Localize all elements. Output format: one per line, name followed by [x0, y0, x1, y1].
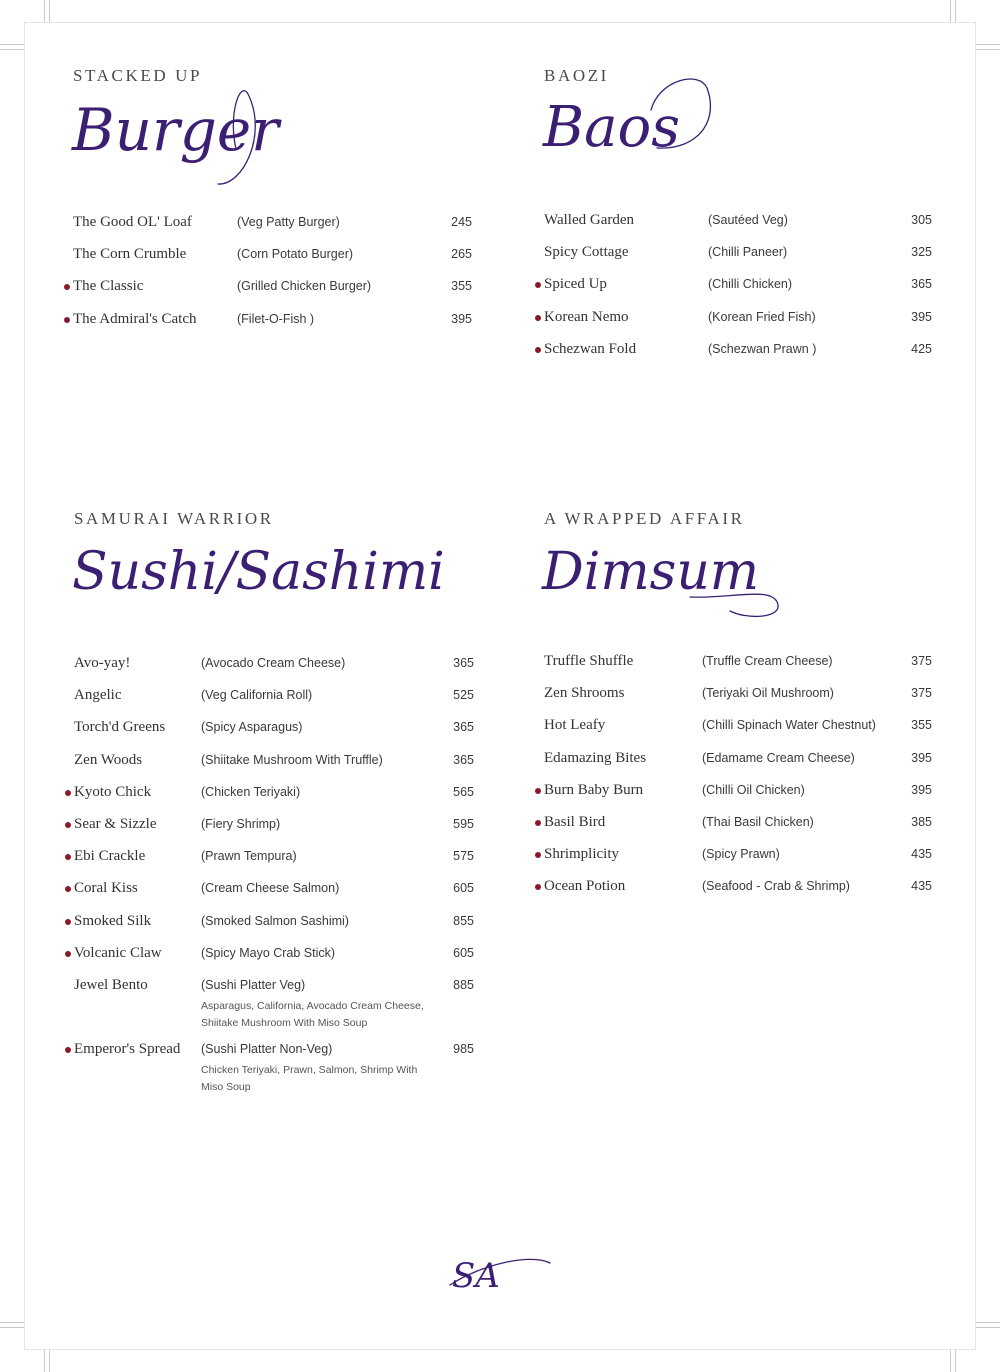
- nonveg-dot-icon: [535, 347, 541, 353]
- menu-item: [544, 717, 964, 737]
- menu-item-name: The Classic: [73, 278, 144, 295]
- menu-item-description: (Chilli Oil Chicken): [702, 782, 805, 797]
- crop-mark: [976, 1322, 1000, 1323]
- section-kicker: SAMURAI WARRIOR: [74, 509, 274, 528]
- menu-item-price: 565: [453, 784, 474, 799]
- menu-item: [544, 814, 964, 834]
- menu-item: [544, 309, 964, 329]
- menu-item-description: (Corn Potato Burger): [237, 247, 354, 262]
- menu-item-price: 385: [911, 815, 932, 829]
- menu-item-description: (Fiery Shrimp): [201, 817, 281, 831]
- menu-item-name: Smoked Silk: [74, 912, 152, 929]
- menu-item: [544, 685, 964, 705]
- menu-item-price: 395: [451, 311, 472, 326]
- menu-item-name: Jewel Bento: [74, 977, 148, 993]
- menu-item-price: 525: [453, 688, 474, 703]
- crop-mark: [976, 44, 1000, 45]
- menu-item-description: (Seafood - Crab & Shrimp): [702, 879, 850, 894]
- menu-item-price: 245: [451, 215, 472, 229]
- menu-item-description: (Spicy Prawn): [702, 847, 780, 862]
- nonveg-dot-icon: [65, 790, 71, 796]
- menu-item-name: Hot Leafy: [544, 717, 606, 734]
- menu-item-description: (Spicy Mayo Crab Stick): [201, 945, 336, 960]
- menu-item: [544, 750, 964, 770]
- menu-item-price: 365: [453, 656, 474, 670]
- section-title: Dimsum: [542, 542, 760, 602]
- menu-item-name: Angelic: [74, 687, 122, 704]
- menu-item-description: (Cream Cheese Salmon): [201, 881, 340, 896]
- section-title-script: [540, 527, 790, 627]
- menu-item-price: 855: [453, 913, 474, 928]
- menu-item: [544, 878, 964, 898]
- menu-item-name: Sear & Sizzle: [74, 816, 157, 832]
- menu-item-name: Truffle Shuffle: [544, 653, 634, 669]
- crop-mark: [950, 0, 951, 22]
- menu-item-name: Ebi Crackle: [74, 848, 146, 865]
- nonveg-dot-icon: [65, 951, 71, 957]
- menu-item-description: (Korean Fried Fish): [708, 309, 816, 324]
- section-title: Baos: [543, 95, 680, 160]
- menu-item: [73, 278, 493, 298]
- crop-mark: [49, 1350, 50, 1372]
- menu-item: [74, 784, 494, 804]
- menu-item-price: 395: [911, 309, 932, 324]
- menu-item: [544, 846, 964, 866]
- menu-item: [73, 246, 493, 266]
- menu-item: [544, 276, 964, 296]
- monogram-text: SA: [452, 1256, 500, 1296]
- menu-item-price: 395: [911, 782, 932, 797]
- menu-item-description: (Sautéed Veg): [708, 213, 788, 227]
- menu-item-name: Coral Kiss: [74, 880, 138, 897]
- menu-item-description: (Edamame Cream Cheese): [702, 750, 855, 765]
- menu-item-name: Edamazing Bites: [544, 749, 647, 766]
- menu-item-price: 365: [453, 720, 474, 735]
- menu-item-price: 575: [453, 849, 474, 864]
- menu-item-name: Spiced Up: [544, 276, 607, 293]
- section-title-script: [68, 74, 288, 204]
- menu-item-name: Kyoto Chick: [74, 783, 152, 800]
- menu-item-description: (Filet-O-Fish ): [237, 311, 315, 326]
- nonveg-dot-icon: [65, 822, 71, 828]
- menu-item-name: Volcanic Claw: [74, 944, 162, 961]
- section-kicker: A WRAPPED AFFAIR: [544, 509, 745, 528]
- menu-item: [544, 653, 964, 673]
- menu-item: [544, 782, 964, 802]
- crop-mark: [0, 44, 24, 45]
- menu-item-name: Zen Woods: [74, 751, 143, 768]
- menu-item-name: Avo-yay!: [74, 655, 131, 671]
- crop-mark: [976, 49, 1000, 50]
- menu-item-note: Chicken Teriyaki, Prawn, Salmon, Shrimp With Miso Soup: [201, 1064, 418, 1094]
- menu-item: [544, 212, 964, 232]
- menu-item-description: (Veg Patty Burger): [237, 215, 340, 229]
- menu-item-price: 365: [453, 752, 474, 767]
- menu-item-price: 885: [453, 978, 474, 992]
- menu-item-name: Spicy Cottage: [544, 244, 629, 261]
- menu-item: [73, 214, 493, 234]
- menu-item-price: 305: [911, 213, 932, 227]
- crop-mark: [44, 0, 45, 22]
- crop-mark: [955, 0, 956, 22]
- section-title: Burger: [72, 96, 279, 164]
- section-title-script: [70, 527, 460, 617]
- menu-item: [74, 655, 494, 675]
- menu-item-price: 435: [911, 879, 932, 894]
- menu-item: [544, 341, 964, 361]
- menu-item: [74, 1041, 494, 1094]
- menu-item-description: (Spicy Asparagus): [201, 720, 303, 735]
- menu-item-name: The Good OL' Loaf: [73, 214, 192, 230]
- menu-item-price: 435: [911, 847, 932, 862]
- nonveg-dot-icon: [535, 788, 541, 794]
- menu-item-name: Emperor's Spread: [74, 1041, 181, 1058]
- nonveg-dot-icon: [65, 919, 71, 925]
- menu-item-price: 985: [453, 1042, 474, 1057]
- crop-mark: [0, 1327, 24, 1328]
- section-kicker: STACKED UP: [73, 66, 203, 85]
- menu-item: [74, 977, 494, 1029]
- menu-item-description: (Sushi Platter Non-Veg): [201, 1042, 333, 1057]
- menu-item: [74, 913, 494, 933]
- menu-item: [74, 880, 494, 900]
- monogram-logo: [440, 1245, 560, 1305]
- menu-item-price: 355: [911, 718, 932, 733]
- section-kicker: BAOZI: [544, 66, 609, 85]
- menu-item-price: 375: [911, 686, 932, 701]
- menu-item: [74, 752, 494, 772]
- menu-item-name: Torch'd Greens: [74, 719, 166, 736]
- menu-item-description: (Avocado Cream Cheese): [201, 656, 346, 670]
- menu-item-description: (Sushi Platter Veg): [201, 978, 306, 992]
- menu-item-note: Asparagus, California, Avocado Cream Cheese, Shiitake Mushroom With Miso Soup: [201, 1000, 424, 1029]
- crop-mark: [0, 1322, 24, 1323]
- menu-item-name: Shrimplicity: [544, 846, 619, 863]
- menu-item-price: 395: [911, 750, 932, 765]
- menu-item-price: 595: [453, 817, 474, 831]
- menu-item-name: Walled Garden: [544, 212, 634, 228]
- crop-mark: [49, 0, 50, 22]
- menu-item-description: (Chilli Chicken): [708, 277, 793, 292]
- menu-item-price: 325: [911, 245, 932, 260]
- menu-item-name: Ocean Potion: [544, 878, 626, 895]
- menu-item-price: 265: [451, 247, 472, 262]
- menu-item: [74, 719, 494, 739]
- crop-mark: [44, 1350, 45, 1372]
- menu-item-price: 355: [451, 279, 472, 294]
- menu-item-description: (Grilled Chicken Burger): [237, 279, 372, 294]
- menu-item-name: Schezwan Fold: [544, 340, 637, 357]
- crop-mark: [950, 1350, 951, 1372]
- nonveg-dot-icon: [64, 317, 70, 323]
- menu-item: [544, 244, 964, 264]
- menu-item-price: 425: [911, 341, 932, 356]
- menu-item-price: 375: [911, 654, 932, 668]
- nonveg-dot-icon: [535, 820, 541, 826]
- section-title: Sushi/Sashimi: [72, 542, 445, 602]
- menu-item-description: (Schezwan Prawn ): [708, 341, 817, 356]
- menu-item-name: Burn Baby Burn: [544, 781, 644, 798]
- menu-item-name: Korean Nemo: [544, 308, 629, 325]
- menu-item-price: 365: [911, 277, 932, 292]
- menu-item: [74, 687, 494, 707]
- menu-item-description: (Veg California Roll): [201, 688, 313, 703]
- section-title-script: [539, 70, 759, 200]
- menu-item-name: The Admiral's Catch: [73, 310, 197, 327]
- nonveg-dot-icon: [535, 315, 541, 321]
- menu-item-description: (Thai Basil Chicken): [702, 815, 814, 829]
- menu-item-description: (Chilli Paneer): [708, 245, 788, 260]
- menu-item-description: (Chicken Teriyaki): [201, 784, 301, 799]
- crop-mark: [976, 1327, 1000, 1328]
- crop-mark: [955, 1350, 956, 1372]
- menu-item-description: (Truffle Cream Cheese): [702, 654, 833, 668]
- menu-item-price: 605: [453, 945, 474, 960]
- crop-mark: [0, 49, 24, 50]
- menu-item-description: (Chilli Spinach Water Chestnut): [702, 718, 876, 733]
- menu-item-description: (Smoked Salmon Sashimi): [201, 913, 349, 928]
- menu-item-price: 605: [453, 881, 474, 896]
- menu-item-name: Basil Bird: [544, 814, 606, 830]
- menu-item-name: The Corn Crumble: [73, 246, 187, 263]
- menu-item-description: (Prawn Tempura): [201, 849, 297, 864]
- menu-item: [73, 311, 493, 331]
- menu-item-description: (Shiitake Mushroom With Truffle): [201, 752, 383, 767]
- menu-item-name: Zen Shrooms: [544, 685, 625, 702]
- menu-item: [74, 848, 494, 868]
- menu-item: [74, 945, 494, 965]
- menu-item: [74, 816, 494, 836]
- menu-item-description: (Teriyaki Oil Mushroom): [702, 686, 834, 701]
